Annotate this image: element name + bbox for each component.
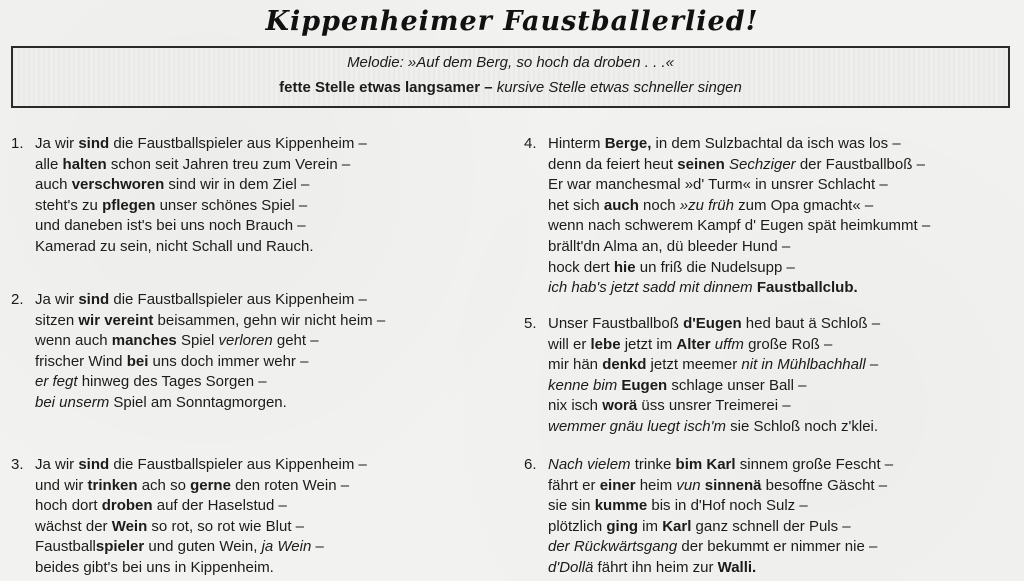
lyric-text: auf der Haselstud – <box>152 497 287 515</box>
lyric-text: denn da feiert heut <box>548 155 678 173</box>
lyric-line <box>548 175 930 196</box>
lyric-line <box>35 537 367 558</box>
lyric-text: Ja wir <box>35 291 79 308</box>
lyric-text: und wir <box>35 476 88 494</box>
bold-text: Alter <box>676 335 711 353</box>
lyric-line <box>548 476 893 497</box>
lyric-line <box>548 376 880 397</box>
bold-text: denkd <box>602 356 647 374</box>
lyric-text: wächst der <box>35 517 112 535</box>
lyric-text: die Faustballspieler aus Kippenheim – <box>109 135 367 152</box>
lyric-text: sie sin <box>548 497 595 515</box>
lyric-text: üss unsrer Treimerei – <box>637 397 791 415</box>
lyric-line <box>35 331 385 352</box>
lyric-text: trinke <box>630 456 676 473</box>
lyric-text: die Faustballspieler aus Kippenheim – <box>109 291 367 308</box>
lyric-line <box>548 258 930 279</box>
lyric-line <box>548 558 893 579</box>
lyric-text: will er <box>548 335 591 353</box>
lyric-text: Kamerad zu sein, nicht Schall und Rauch. <box>35 237 314 255</box>
lyric-line <box>35 237 367 258</box>
lyric-text: hed baut ä Schloß – <box>741 315 881 332</box>
verse-lines <box>548 134 930 299</box>
italic-text: er fegt <box>35 373 78 391</box>
bold-text: lebe <box>590 335 621 353</box>
italic-text: nit in Mühlbachhall <box>741 356 866 374</box>
lyric-line <box>548 396 880 417</box>
lyric-text: nix isch <box>548 397 603 415</box>
italic-text: ich hab's jetzt sadd mit dinnem <box>548 279 757 297</box>
lyric-line <box>35 558 367 579</box>
italic-text: der Rückwärtsgang <box>548 538 678 556</box>
lyric-text: fährt ihn heim zur <box>593 558 718 576</box>
lyric-text: große Roß – <box>743 335 833 353</box>
lyric-line <box>548 335 880 356</box>
lyric-text: Faustball <box>35 538 96 556</box>
italic-text: kenne bim <box>548 376 622 394</box>
lyric-line <box>548 537 893 558</box>
lyric-text: plötzlich <box>548 517 607 535</box>
lyric-text: der bekummt er nimmer nie – <box>677 538 878 556</box>
bold-text: sind <box>78 456 110 473</box>
lyric-text: so rot, so rot wie Blut – <box>147 517 304 535</box>
lyric-text: hinweg des Tages Sorgen – <box>77 373 267 391</box>
verse-number: 6. <box>524 456 537 473</box>
lyric-text: Unser Faustballboß <box>548 315 684 332</box>
bold-text: verschworen <box>71 176 165 194</box>
bold-text: sind <box>78 291 110 308</box>
page-title: Kippenheimer Faustballerlied! <box>265 6 759 37</box>
bold-text: halten <box>62 155 107 173</box>
lyric-text: mir hän <box>548 356 603 374</box>
bold-text: einer <box>599 476 636 494</box>
verse-number: 4. <box>524 135 537 152</box>
lyric-text: hock dert <box>548 258 614 276</box>
lyric-text: sitzen <box>35 311 79 329</box>
lyric-text: Spiel am Sonntagmorgen. <box>109 393 287 411</box>
bold-text: seinen <box>677 155 725 173</box>
instruction-bold: fette Stelle etwas langsamer – <box>279 79 493 96</box>
lyric-text: den roten Wein – <box>230 476 350 494</box>
verse-lines <box>35 134 367 258</box>
verse-number: 2. <box>11 291 24 308</box>
lyric-text: zum Opa gmacht« – <box>733 196 874 214</box>
italic-text: Sechziger <box>728 155 796 173</box>
lyric-text: alle <box>35 155 63 173</box>
melody-line: Melodie: »Auf dem Berg, so hoch da droben . . .« <box>347 54 674 71</box>
lyric-text: geht – <box>272 332 319 350</box>
italic-text: wemmer gnäu luegt isch'm <box>548 417 726 435</box>
bold-text: Berge, <box>604 135 652 152</box>
lyric-text: Hinterm <box>548 135 605 152</box>
bold-text: d'Eugen <box>683 315 742 332</box>
lyric-text: und daneben ist's bei uns noch Brauch – <box>35 217 306 235</box>
bold-text: spieler <box>95 538 145 556</box>
lyric-line <box>35 393 385 414</box>
lyric-line <box>35 352 385 373</box>
lyric-text: beisammen, gehn wir nicht heim – <box>153 311 386 329</box>
lyric-text: hoch dort <box>35 497 102 515</box>
lyric-line <box>35 175 367 196</box>
lyric-line <box>35 372 385 393</box>
lyric-text: heim <box>635 476 677 494</box>
lyric-text: jetzt meemer <box>646 356 742 374</box>
lyric-text: bis in d'Hof noch Sulz – <box>647 497 808 515</box>
bold-text: sinnenä <box>704 476 762 494</box>
italic-text: »zu früh <box>679 196 734 214</box>
lyric-line <box>35 311 385 332</box>
lyric-text: – <box>311 538 324 556</box>
verse-lines <box>548 455 893 579</box>
lyric-text: auch <box>35 176 72 194</box>
lyric-line <box>548 417 880 438</box>
bold-text: droben <box>101 497 153 515</box>
lyric-text: frischer Wind <box>35 352 127 370</box>
italic-text: verloren <box>218 332 273 350</box>
lyric-text: brällt'dn Alma an, dü bleeder Hund – <box>548 237 791 255</box>
lyric-line <box>35 196 367 217</box>
lyric-text: im <box>638 517 663 535</box>
lyric-text: ach so <box>137 476 191 494</box>
lyric-text: unser schönes Spiel – <box>155 196 308 214</box>
lyric-line <box>548 314 880 335</box>
lyric-text: het sich <box>548 196 604 214</box>
singing-instructions <box>13 79 1008 96</box>
melody-note-box <box>11 46 1010 108</box>
lyric-text: uns doch immer wehr – <box>148 352 309 370</box>
lyric-line <box>35 134 367 155</box>
lyric-line <box>548 455 893 476</box>
verse-number: 3. <box>11 456 24 473</box>
bold-text: Karl <box>662 517 692 535</box>
bold-text: kumme <box>594 497 648 515</box>
lyric-text: – <box>865 356 879 374</box>
lyric-line <box>548 278 930 299</box>
lyric-line <box>548 355 880 376</box>
bold-text: trinken <box>87 476 138 494</box>
lyric-line <box>35 455 367 476</box>
lyric-line <box>35 496 367 517</box>
italic-text: vun <box>676 476 701 494</box>
lyric-text: schlage unser Ball – <box>667 376 807 394</box>
bold-text: Eugen <box>621 376 668 394</box>
lyric-line <box>35 155 367 176</box>
verse-lines <box>35 290 385 414</box>
lyric-line <box>548 134 930 155</box>
bold-text: worä <box>602 397 638 415</box>
lyric-text: Ja wir <box>35 456 79 473</box>
lyric-text: besoffne Gäscht – <box>761 476 888 494</box>
italic-text: ja Wein <box>261 538 312 556</box>
lyric-text: beides gibt's bei uns in Kippenheim. <box>35 558 274 576</box>
lyric-text: sie Schloß noch z'klei. <box>725 417 879 435</box>
italic-text: d'Dollä <box>548 558 594 576</box>
lyric-line <box>548 517 893 538</box>
instruction-italic: kursive Stelle etwas schneller singen <box>496 79 742 96</box>
bold-text: sind <box>78 135 110 152</box>
italic-text: uffm <box>714 335 744 353</box>
bold-text: gerne <box>190 476 231 494</box>
lyric-text: sind wir in dem Ziel – <box>164 176 310 194</box>
bold-text: pflegen <box>102 196 156 214</box>
bold-text: bei <box>126 352 149 370</box>
italic-text: Nach vielem <box>548 456 631 473</box>
lyric-text: wenn auch <box>35 332 112 350</box>
bold-text: auch <box>603 196 639 214</box>
lyric-line <box>548 216 930 237</box>
lyric-text: un friß die Nudelsupp – <box>635 258 795 276</box>
lyric-text: die Faustballspieler aus Kippenheim – <box>109 456 367 473</box>
lyric-text: Er war manchesmal »d' Turm« in unsrer Schlacht – <box>548 176 888 194</box>
verse-lines <box>35 455 367 579</box>
lyric-text: schon seit Jahren treu zum Verein – <box>106 155 351 173</box>
bold-text: manches <box>111 332 177 350</box>
lyric-text: Ja wir <box>35 135 79 152</box>
lyric-text: wenn nach schwerem Kampf d' Eugen spät heimkummt – <box>548 217 931 235</box>
lyric-text: und guten Wein, <box>144 538 262 556</box>
bold-text: Wein <box>111 517 148 535</box>
bold-text: bim Karl <box>675 456 736 473</box>
lyric-line <box>35 216 367 237</box>
lyric-line <box>35 517 367 538</box>
italic-text: bei unserm <box>35 393 110 411</box>
bold-text: ging <box>606 517 639 535</box>
bold-text: hie <box>613 258 636 276</box>
lyric-text: steht's zu <box>35 196 103 214</box>
lyric-text: in dem Sulzbachtal da isch was los – <box>651 135 901 152</box>
lyric-text: noch <box>638 196 680 214</box>
lyric-text: sinnem große Fescht – <box>735 456 894 473</box>
verse-number: 5. <box>524 315 537 332</box>
lyric-text: Spiel <box>176 332 219 350</box>
lyric-line <box>548 155 930 176</box>
lyric-line <box>35 290 385 311</box>
bold-text: Faustballclub. <box>756 279 858 297</box>
lyric-line <box>548 496 893 517</box>
bold-text: Walli. <box>717 558 757 576</box>
lyric-line <box>548 196 930 217</box>
lyric-text: der Faustballboß – <box>795 155 925 173</box>
lyric-line <box>548 237 930 258</box>
verse-lines <box>548 314 880 438</box>
lyric-text: ganz schnell der Puls – <box>691 517 851 535</box>
lyric-line <box>35 476 367 497</box>
bold-text: wir vereint <box>78 311 154 329</box>
lyric-text: jetzt im <box>620 335 677 353</box>
lyric-text: fährt er <box>548 476 600 494</box>
verse-number: 1. <box>11 135 24 152</box>
